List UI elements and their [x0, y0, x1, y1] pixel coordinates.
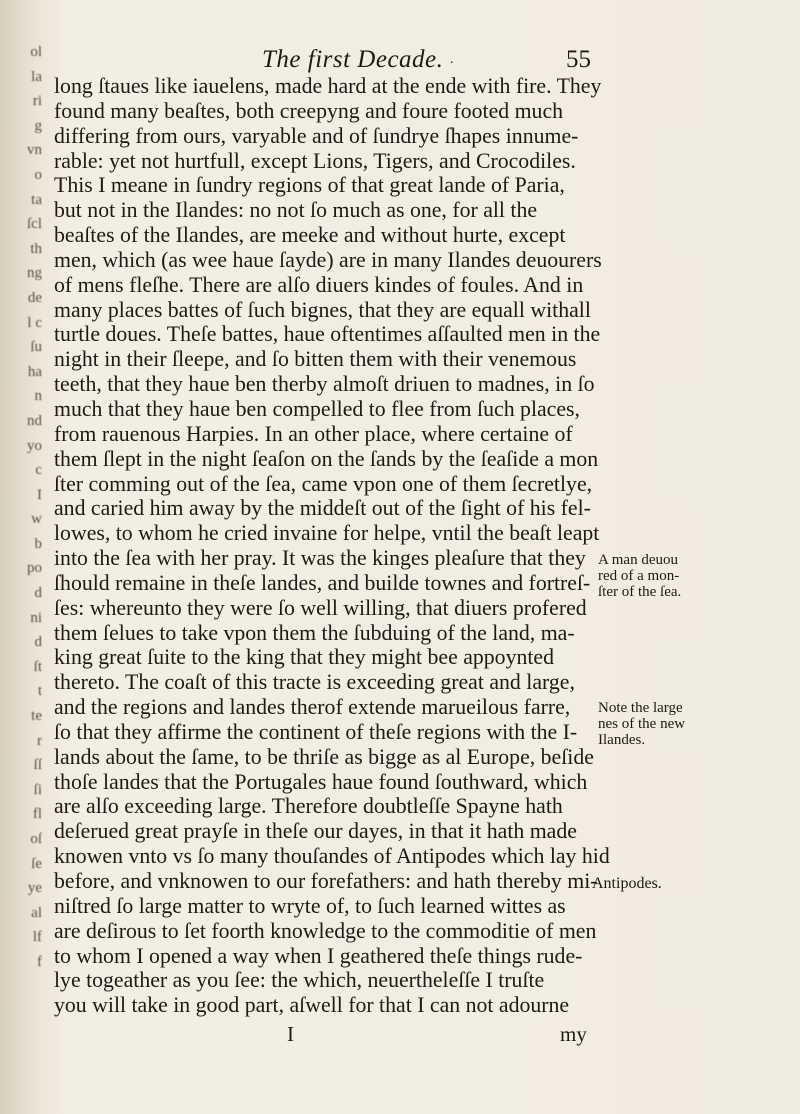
bleed-fragment: po — [27, 560, 42, 577]
text-line: of mens fleſhe. There are alſo diuers kindes of foules. And in — [54, 272, 584, 297]
bleed-fragment: yo — [27, 437, 42, 454]
text-line: are alſo exceeding large. Therefore doubtleſſe Spayne hath — [54, 794, 563, 819]
bleed-fragment: d — [34, 585, 42, 602]
text-line: ſter comming out of the ſea, came vpon one of them ſecretlye, — [54, 471, 593, 496]
text-line: many places battes of ſuch bignes, that they are equall withall — [54, 297, 591, 322]
bleed-fragment: ni — [30, 609, 42, 626]
bleed-fragment: oſ — [30, 831, 42, 847]
sidenote-new-ilandes — [598, 700, 798, 748]
bleed-fragment: c — [35, 462, 42, 479]
bleed-fragment: ri — [32, 93, 42, 110]
bleed-fragment: ſt — [33, 658, 42, 675]
sidenote-line: nes of the new — [598, 716, 686, 732]
bleed-fragment: t — [37, 683, 42, 700]
text-line: them ſelues to take vpon them the ſubduing of the land, ma- — [54, 620, 575, 645]
text-line: found many beaſtes, both creepyng and foure footed much — [54, 98, 564, 123]
text-line: thoſe landes that the Portugales haue found ſouthward, which — [54, 769, 588, 794]
bleed-fragment: ta — [31, 191, 42, 208]
sidenote-line: red of a mon- — [598, 568, 680, 584]
text-line: rable: yet not hurtfull, except Lions, Tigers, and Crocodiles. — [54, 148, 576, 173]
bleed-fragment: th — [30, 240, 42, 257]
sidenote-line: Ilandes. — [598, 732, 646, 748]
text-line: turtle doues. Theſe battes, haue oftentimes aſſaulted men in the — [54, 322, 601, 347]
text-line: lowes, to whom he cried invaine for helpe, vntil the beaſt leapt — [54, 521, 600, 546]
text-line: much that they haue ben compelled to flee from ſuch places, — [54, 396, 580, 421]
bleed-fragment: ha — [27, 363, 42, 380]
sidenote-line: ſter of the ſea. — [598, 584, 682, 600]
text-line: night in their ſleepe, and ſo bitten them with their venemous — [54, 347, 577, 372]
text-line: knowen vnto vs ſo many thouſandes of Antipodes which lay hid — [54, 844, 610, 869]
text-line: This I meane in ſundry regions of that great lande of Paria, — [54, 173, 565, 198]
catchword: my — [560, 1022, 587, 1046]
text-line: beaſtes of the Ilandes, are meeke and without hurte, except — [54, 223, 566, 248]
text-line: but not in the Ilandes: no not ſo much as one, for all the — [54, 198, 538, 223]
bleed-fragment: n — [34, 388, 42, 405]
facing-page-bleed — [0, 40, 42, 1090]
text-line: ſes: whereunto they were ſo well willing, that diuers profered — [54, 595, 587, 620]
bleed-fragment: la — [31, 68, 42, 85]
bleed-fragment: ſſ — [33, 757, 42, 774]
bleed-fragment: f — [37, 953, 42, 970]
bleed-fragment: g — [34, 117, 42, 134]
bleed-fragment: te — [31, 708, 42, 725]
sidenote-antipodes — [592, 876, 792, 892]
bleed-fragment: ng — [27, 265, 42, 282]
bleed-fragment: d — [34, 634, 42, 651]
text-line: differing from ours, varyable and of ſundrye ſhapes innume- — [54, 123, 579, 148]
bleed-fragment: lf — [32, 929, 42, 946]
text-line: and caried him away by the middeſt out of the ſight of his fel- — [54, 496, 591, 521]
text-line: deſerued great prayſe in theſe our dayes, in that it hath made — [54, 819, 577, 844]
bleed-fragment: fl — [32, 806, 42, 823]
text-line: ſhould remaine in theſe landes, and builde townes and fortreſ- — [54, 570, 591, 595]
bleed-fragment: nd — [27, 412, 42, 429]
bleed-fragment: r — [37, 732, 42, 749]
text-line: long ſtaues like iauelens, made hard at the ende with fire. They — [54, 74, 602, 98]
bleed-fragment: w — [31, 511, 42, 528]
sidenote-monster — [598, 552, 798, 600]
bleed-fragment: I — [37, 486, 42, 503]
page-number: 55 — [566, 46, 591, 73]
text-line: thereto. The coaſt of this tracte is exceeding great and large, — [54, 670, 575, 695]
text-line: lands about the ſame, to be thriſe as bigge as al Europe, beſide — [54, 744, 594, 769]
running-head: The first Decade. · — [262, 46, 455, 73]
body-text — [54, 74, 614, 1018]
text-line: and the regions and landes therof extende marueilous farre, — [54, 695, 571, 720]
sidenote-line: Antipodes. — [592, 875, 662, 892]
bleed-fragment: vn — [27, 142, 42, 159]
bleed-fragment: l c — [27, 314, 42, 331]
text-line: lye togeather as you ſee: the which, neuertheleſſe I truſte — [54, 968, 545, 993]
text-line: to whom I opened a way when I geathered theſe things rude- — [54, 943, 583, 968]
text-line: you will take in good part, aſwell for that I can not adourne — [54, 993, 570, 1018]
text-line: teeth, that they haue ben therby almoſt driuen to madnes, in ſo — [54, 372, 595, 397]
text-line: them ſlept in the night ſeaſon on the ſands by the ſeaſide a mon — [54, 446, 599, 471]
bleed-fragment: de — [27, 289, 42, 306]
text-line: king great ſuite to the king that they might bee appoynted — [54, 645, 554, 670]
bleed-fragment: ol — [30, 44, 42, 60]
signature-mark: I — [287, 1022, 294, 1046]
bleed-fragment: b — [34, 535, 42, 552]
bleed-fragment: o — [34, 166, 42, 183]
bleed-fragment: ſcl — [27, 216, 42, 233]
text-line: ſo that they affirme the continent of theſe regions with the I- — [54, 719, 578, 744]
sidenote-line: Note the large — [598, 700, 683, 716]
text-line: men, which (as wee haue ſayde) are in many Ilandes deuourers — [54, 247, 602, 272]
facing-page-bleed-lines — [0, 40, 42, 975]
bleed-fragment: ſe — [31, 855, 42, 872]
bleed-fragment: ſu — [30, 339, 42, 356]
text-line: into the ſea with her pray. It was the kinges pleaſure that they — [54, 546, 586, 571]
text-line: are deſirous to ſet foorth knowledge to the commoditie of men — [54, 918, 597, 943]
bleed-fragment: ye — [27, 880, 42, 897]
text-line: before, and vnknowen to our forefathers: and hath thereby mi- — [54, 869, 598, 893]
bleed-fragment: ſi — [33, 781, 42, 798]
text-line: from rauenous Harpies. In an other place, where certaine of — [54, 421, 573, 446]
sidenote-line: A man deuou — [598, 552, 678, 568]
text-line: niſtred ſo large matter to wryte of, to ſuch learned wittes as — [54, 893, 566, 918]
bleed-fragment: al — [31, 904, 42, 921]
